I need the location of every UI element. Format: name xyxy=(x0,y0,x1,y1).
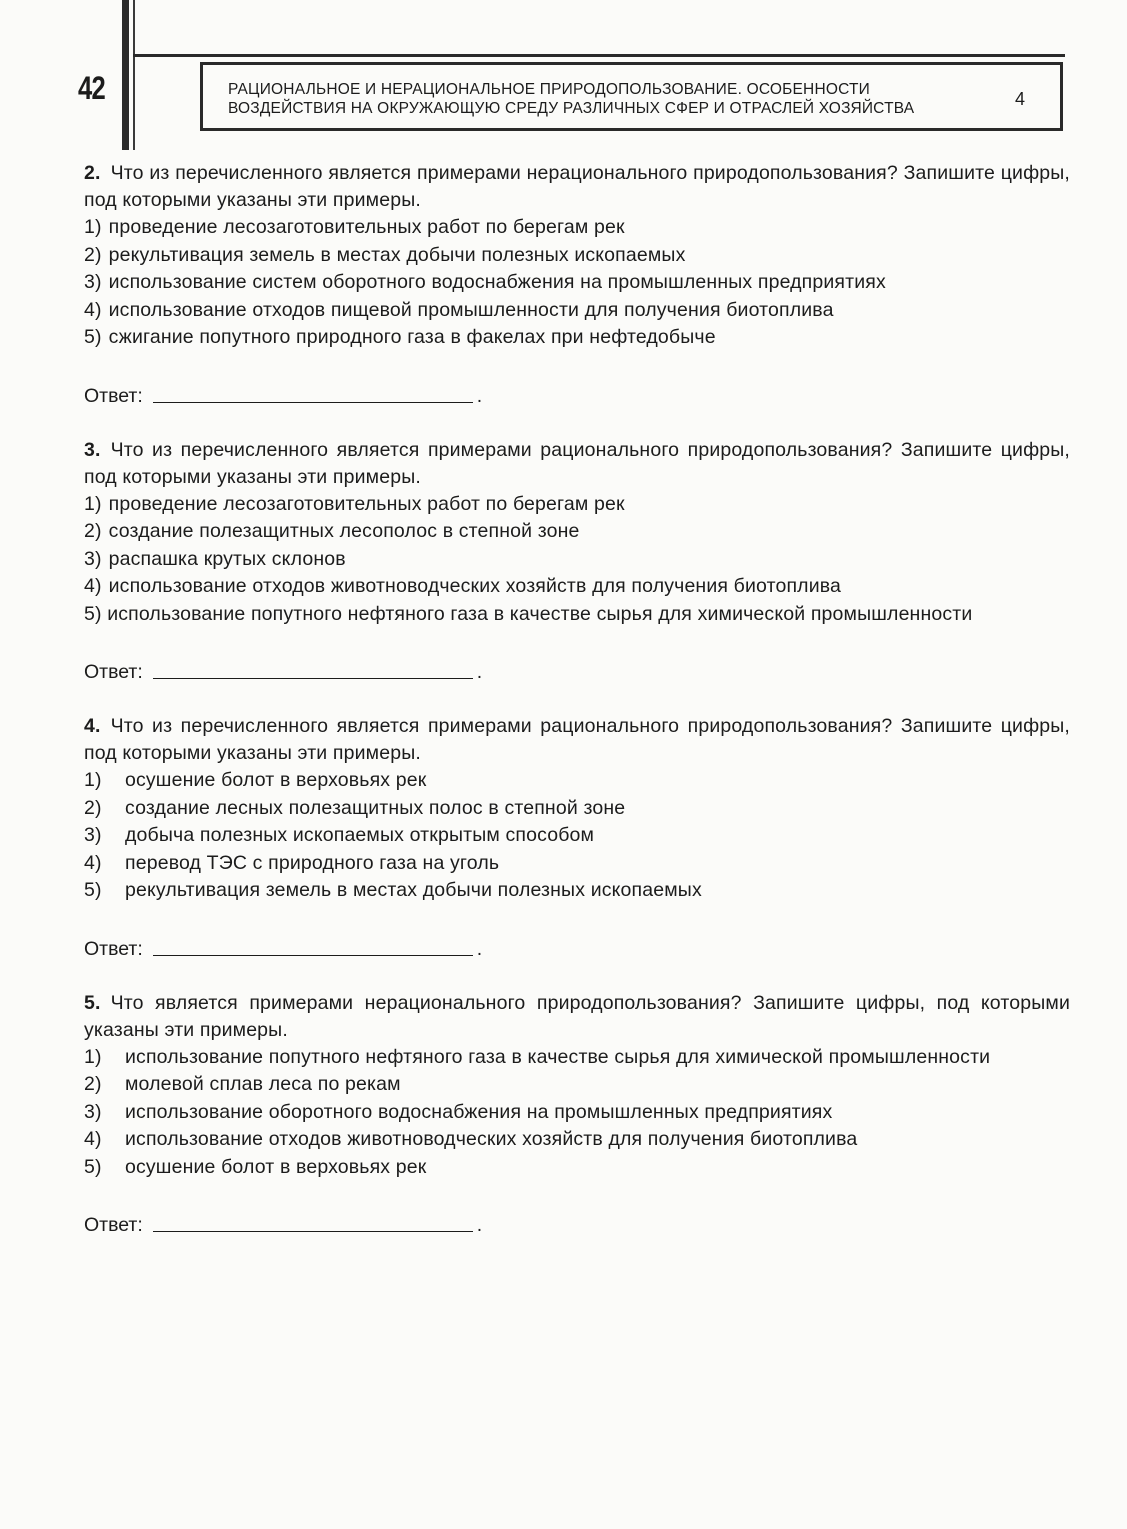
running-title-line-1: РАЦИОНАЛЬНОЕ И НЕРАЦИОНАЛЬНОЕ ПРИРОДОПОЛЬЗОВАНИЕ. ОСОБЕННОСТИ xyxy=(228,81,870,98)
option-number: 4) xyxy=(84,298,102,321)
option-4 xyxy=(84,1126,1070,1154)
answer-dot: . xyxy=(476,661,483,683)
option-2 xyxy=(84,242,1070,270)
option-text: распашка крутых склонов xyxy=(108,547,346,570)
running-title xyxy=(228,80,998,118)
question-text: Что является примерами нерационального природопользования? Запишите цифры, под которыми указаны эти примеры. xyxy=(84,991,1070,1041)
option-4 xyxy=(84,850,1070,878)
question-number: 3. xyxy=(84,438,101,461)
option-number: 5) xyxy=(84,602,102,625)
option-text: проведение лесозаготовительных работ по берегам рек xyxy=(108,492,625,515)
question-text: Что из перечисленного является примерами рационального природопользования? Запишите цифры, под которыми указаны эти примеры. xyxy=(84,715,1070,764)
answer-label: Ответ: xyxy=(84,1214,143,1236)
option-3 xyxy=(84,1099,1070,1127)
question-3 xyxy=(84,437,1070,685)
option-1 xyxy=(84,767,1070,795)
option-3 xyxy=(84,822,1070,850)
option-number: 3) xyxy=(84,271,102,293)
option-text: осушение болот в верховьях рек xyxy=(125,1155,427,1178)
option-number: 1) xyxy=(84,769,102,791)
answer-field[interactable] xyxy=(153,678,473,679)
answer-dot: . xyxy=(476,384,483,407)
option-text: молевой сплав леса по рекам xyxy=(125,1073,401,1095)
option-number: 2) xyxy=(84,796,102,819)
option-4 xyxy=(84,297,1070,325)
answer-label: Ответ: xyxy=(84,661,143,683)
option-3 xyxy=(84,269,1070,297)
option-number: 5) xyxy=(84,326,102,348)
option-number: 5) xyxy=(84,1155,102,1178)
chapter-number: 4 xyxy=(1015,89,1026,109)
option-5 xyxy=(84,877,1070,905)
option-text: использование отходов животноводческих хозяйств для получения биотоплива xyxy=(125,1128,858,1150)
option-text: создание полезащитных лесополос в степной зоне xyxy=(108,520,580,542)
option-text: перевод ТЭС с природного газа на уголь xyxy=(125,851,500,874)
option-number: 4) xyxy=(84,851,102,874)
option-text: сжигание попутного природного газа в факелах при нефтедобыче xyxy=(108,326,716,348)
answer-label: Ответ: xyxy=(84,384,143,407)
questions-list xyxy=(84,160,1070,1237)
answer-row xyxy=(84,934,1070,961)
question-stem xyxy=(84,437,1070,491)
question-2 xyxy=(84,160,1070,408)
question-stem xyxy=(84,160,1070,214)
option-text: рекультивация земель в местах добычи полезных ископаемых xyxy=(125,879,702,901)
question-5 xyxy=(84,990,1070,1238)
left-margin-rule-thin xyxy=(133,0,135,150)
question-stem xyxy=(84,713,1070,767)
option-number: 1) xyxy=(84,492,102,515)
page-number: 42 xyxy=(78,70,105,106)
option-number: 2) xyxy=(84,243,102,266)
question-number: 5. xyxy=(84,991,101,1014)
option-1 xyxy=(84,491,1070,519)
answer-dot: . xyxy=(476,1214,483,1236)
option-text: использование оборотного водоснабжения на промышленных предприятиях xyxy=(125,1100,833,1123)
answer-row xyxy=(84,381,1070,408)
question-text: Что из перечисленного является примерами нерационального природопользования? Запишите цифры, под которыми указаны эти примеры. xyxy=(84,162,1070,211)
option-number: 3) xyxy=(84,1100,102,1123)
option-number: 5) xyxy=(84,879,102,901)
option-2 xyxy=(84,795,1070,823)
option-text: рекультивация земель в местах добычи полезных ископаемых xyxy=(108,243,686,266)
question-stem xyxy=(84,990,1070,1044)
option-text: добыча полезных ископаемых открытым способом xyxy=(125,824,595,846)
answer-field[interactable] xyxy=(153,1231,473,1232)
option-1 xyxy=(84,1044,1070,1072)
answer-field[interactable] xyxy=(153,955,473,956)
option-number: 1) xyxy=(84,1045,102,1068)
option-number: 1) xyxy=(84,216,102,238)
option-number: 2) xyxy=(84,520,102,542)
option-text: использование попутного нефтяного газа в качестве сырья для химической промышленности xyxy=(107,602,973,625)
answer-row xyxy=(84,657,1070,684)
option-text: осушение болот в верховьях рек xyxy=(125,769,427,791)
option-3 xyxy=(84,546,1070,574)
option-1 xyxy=(84,214,1070,242)
answer-dot: . xyxy=(476,937,483,960)
option-5 xyxy=(84,324,1070,352)
option-text: использование попутного нефтяного газа в качестве сырья для химической промышленности xyxy=(125,1045,991,1068)
option-2 xyxy=(84,1071,1070,1099)
option-2 xyxy=(84,518,1070,546)
option-text: использование систем оборотного водоснабжения на промышленных предприятиях xyxy=(108,271,886,293)
option-number: 2) xyxy=(84,1073,102,1095)
question-text: Что из перечисленного является примерами рационального природопользования? Запишите цифры, под которыми указаны эти примеры. xyxy=(84,438,1070,488)
question-4 xyxy=(84,713,1070,961)
option-text: использование отходов пищевой промышленности для получения биотоплива xyxy=(108,298,834,321)
option-4 xyxy=(84,573,1070,601)
option-text: создание лесных полезащитных полос в степной зоне xyxy=(125,796,626,819)
option-number: 4) xyxy=(84,575,102,597)
answer-field[interactable] xyxy=(153,402,473,403)
option-text: использование отходов животноводческих хозяйств для получения биотоплива xyxy=(108,575,842,597)
question-number: 2. xyxy=(84,162,101,184)
option-number: 3) xyxy=(84,824,102,846)
option-number: 4) xyxy=(84,1128,102,1150)
question-number: 4. xyxy=(84,715,101,737)
option-5 xyxy=(84,601,1070,629)
option-number: 3) xyxy=(84,547,102,570)
answer-label: Ответ: xyxy=(84,937,143,960)
answer-row xyxy=(84,1210,1070,1237)
left-margin-rule-thick xyxy=(122,0,129,150)
option-text: проведение лесозаготовительных работ по берегам рек xyxy=(108,216,625,238)
option-5 xyxy=(84,1154,1070,1182)
running-title-line-2: ВОЗДЕЙСТВИЯ НА ОКРУЖАЮЩУЮ СРЕДУ РАЗЛИЧНЫХ СФЕР И ОТРАСЛЕЙ ХОЗЯЙСТВА xyxy=(228,100,915,117)
top-rule xyxy=(133,54,1065,57)
